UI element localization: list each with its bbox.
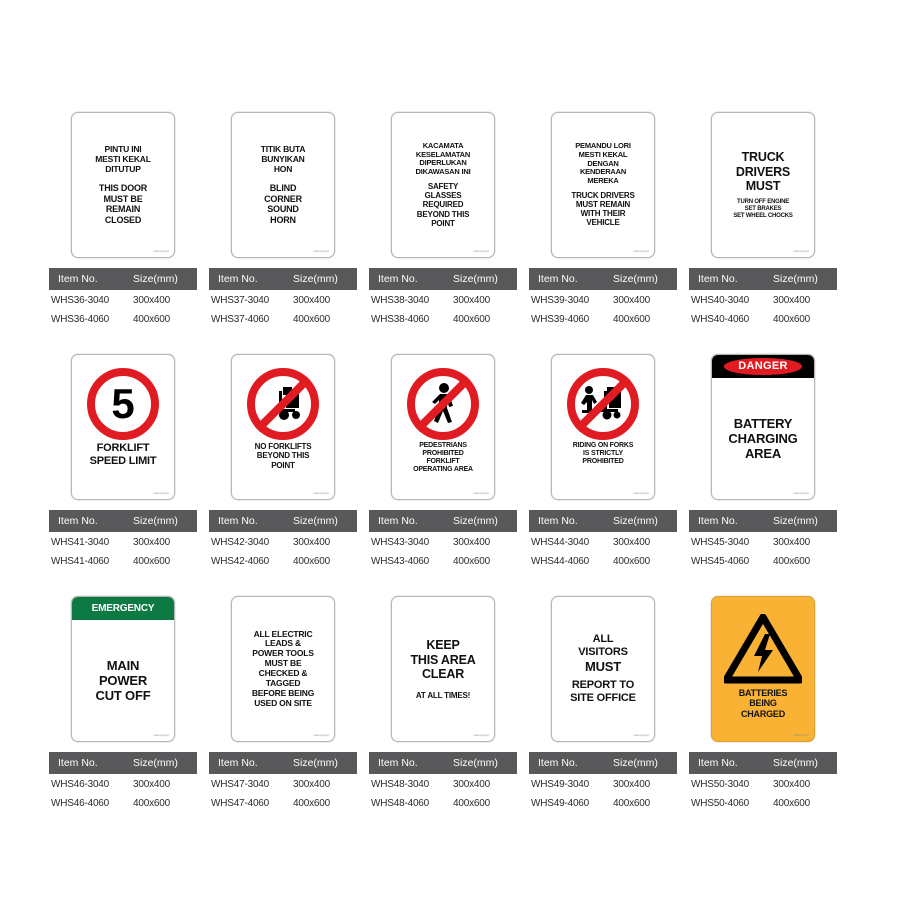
table-row[interactable] [49, 551, 197, 570]
cell-item-no: WHS41-4060 [51, 556, 110, 567]
sign-line: CUT OFF [95, 688, 151, 704]
spec-table [689, 752, 837, 812]
table-row[interactable] [369, 290, 517, 309]
table-header [49, 268, 197, 290]
brand-mark: safetysign [473, 491, 489, 495]
sign-line: BEYOND THIS [416, 209, 470, 219]
sign-line: GLASSES [424, 190, 462, 200]
cell-item-no: WHS42-3040 [211, 537, 270, 548]
sign-line: SITE OFFICE [570, 691, 636, 704]
col-item-no: Item No. [378, 515, 418, 527]
col-size: Size(mm) [773, 757, 818, 769]
col-item-no: Item No. [218, 515, 258, 527]
sign-line: PROHIBITED [582, 458, 624, 466]
sign-line: IS STRICTLY [583, 450, 623, 458]
brand-mark: safetysign [153, 249, 169, 253]
cell-size: 400x600 [453, 314, 490, 325]
table-row[interactable] [49, 290, 197, 309]
cell-size: 300x400 [613, 537, 650, 548]
product-cell-whs43[interactable] [363, 354, 523, 570]
sign-line: POWER [98, 672, 148, 688]
table-row[interactable] [369, 532, 517, 551]
table-row[interactable] [209, 532, 357, 551]
sign-plate-no-riding-on-forks[interactable] [551, 354, 655, 500]
cell-item-no: WHS49-3040 [531, 779, 590, 790]
catalog-row-2 [0, 354, 900, 570]
sign-plate-truck-drivers-remain[interactable] [551, 112, 655, 258]
spec-table [689, 268, 837, 328]
sign-line: NO FORKLIFTS [254, 442, 312, 451]
brand-mark: safetysign [153, 733, 169, 737]
product-cell-whs48[interactable] [363, 596, 523, 812]
sign-line: MUST BE [264, 658, 302, 669]
table-header [49, 510, 197, 532]
brand-mark: safetysign [793, 491, 809, 495]
sign-plate-danger-battery-charging[interactable] [711, 354, 815, 500]
brand-mark: safetysign [793, 733, 809, 737]
brand-mark: safetysign [793, 249, 809, 253]
catalog-row-1 [0, 112, 900, 328]
brand-mark: safetysign [633, 491, 649, 495]
table-row[interactable] [689, 532, 837, 551]
no-riding-forks-prohibition-icon [567, 368, 639, 440]
cell-size: 300x400 [293, 295, 330, 306]
table-row[interactable] [209, 793, 357, 812]
cell-item-no: WHS49-4060 [531, 798, 590, 809]
emergency-banner [72, 597, 174, 620]
table-row[interactable] [49, 532, 197, 551]
sign-plate-electric-leads-tagged[interactable] [231, 596, 335, 742]
cell-item-no: WHS42-4060 [211, 556, 270, 567]
spec-table [689, 510, 837, 570]
product-cell-whs36[interactable] [43, 112, 203, 328]
product-cell-whs37[interactable] [203, 112, 363, 328]
table-row[interactable] [209, 309, 357, 328]
sign-line: BEING [749, 698, 777, 709]
sign-line: KEEP [426, 638, 460, 653]
table-row[interactable] [369, 774, 517, 793]
cell-size: 300x400 [453, 779, 490, 790]
sign-line: CLEAR [421, 667, 465, 682]
cell-size: 300x400 [613, 779, 650, 790]
sign-line: REQUIRED [422, 200, 464, 210]
product-cell-whs49[interactable] [523, 596, 683, 812]
sign-line: MESTI KEKAL [578, 149, 628, 159]
product-cell-whs45[interactable] [683, 354, 843, 570]
cell-item-no: WHS43-3040 [371, 537, 430, 548]
sign-line: CHARGED [740, 708, 786, 719]
sign-line: CHECKED & [258, 668, 308, 678]
sign-line: SET WHEEL CHOCKS [733, 212, 793, 219]
table-header [529, 268, 677, 290]
cell-size: 300x400 [293, 537, 330, 548]
spec-table [209, 510, 357, 570]
sign-plate-forklift-speed-limit[interactable] [71, 354, 175, 500]
sign-line: DITUTUP [105, 163, 141, 174]
sign-line: MUST [584, 658, 622, 674]
sign-line: HON [273, 163, 293, 174]
sign-line: TITIK BUTA [260, 143, 306, 154]
cell-item-no: WHS36-3040 [51, 295, 110, 306]
col-item-no: Item No. [698, 273, 738, 285]
col-item-no: Item No. [378, 757, 418, 769]
emergency-label: EMERGENCY [91, 603, 155, 614]
sign-line: THIS AREA [410, 652, 476, 667]
brand-mark: safetysign [633, 733, 649, 737]
sign-line: REPORT TO [571, 679, 635, 692]
cell-item-no: WHS43-4060 [371, 556, 430, 567]
cell-size: 300x400 [293, 779, 330, 790]
spec-table [209, 268, 357, 328]
table-row[interactable] [529, 532, 677, 551]
product-cell-whs47[interactable] [203, 596, 363, 812]
cell-item-no: WHS37-4060 [211, 314, 270, 325]
product-cell-whs38[interactable] [363, 112, 523, 328]
col-size: Size(mm) [133, 757, 178, 769]
cell-item-no: WHS37-3040 [211, 295, 270, 306]
table-header [529, 510, 677, 532]
col-item-no: Item No. [538, 757, 578, 769]
product-cell-whs39[interactable] [523, 112, 683, 328]
brand-mark: safetysign [313, 249, 329, 253]
table-row[interactable] [369, 309, 517, 328]
sign-line: AREA [744, 445, 782, 461]
sign-plate-keep-area-clear[interactable] [391, 596, 495, 742]
speed-limit-roundel-icon [87, 368, 159, 440]
electric-hazard-triangle-icon [724, 614, 802, 684]
sign-line: BATTERY [733, 415, 793, 431]
sign-line: VISITORS [578, 646, 628, 659]
col-size: Size(mm) [133, 515, 178, 527]
cell-item-no: WHS48-3040 [371, 779, 430, 790]
sign-line: DENGAN [587, 158, 619, 168]
cell-item-no: WHS50-4060 [691, 798, 750, 809]
cell-size: 400x600 [773, 798, 810, 809]
table-header [209, 510, 357, 532]
col-item-no: Item No. [538, 273, 578, 285]
danger-banner [712, 355, 814, 378]
table-header [369, 752, 517, 774]
table-header [529, 752, 677, 774]
col-item-no: Item No. [58, 757, 98, 769]
table-row[interactable] [369, 793, 517, 812]
cell-size: 400x600 [133, 314, 170, 325]
col-size: Size(mm) [453, 515, 498, 527]
sign-line: MESTI KEKAL [95, 153, 151, 164]
cell-size: 400x600 [293, 314, 330, 325]
sign-line: PROHIBITED [422, 450, 464, 458]
product-cell-whs46[interactable] [43, 596, 203, 812]
table-header [689, 268, 837, 290]
table-row[interactable] [529, 774, 677, 793]
cell-size: 300x400 [773, 295, 810, 306]
table-header [369, 510, 517, 532]
col-size: Size(mm) [453, 273, 498, 285]
sign-line: SAFETY [427, 181, 459, 191]
cell-item-no: WHS36-4060 [51, 314, 110, 325]
sign-line: FORKLIFT [96, 442, 150, 454]
table-row[interactable] [689, 774, 837, 793]
spec-table [49, 752, 197, 812]
spec-table [369, 752, 517, 812]
col-size: Size(mm) [773, 273, 818, 285]
cell-size: 400x600 [133, 556, 170, 567]
sign-line: TAGGED [265, 677, 301, 688]
sign-line: SET BRAKES [744, 205, 782, 212]
sign-line: TRUCK DRIVERS [571, 190, 635, 200]
sign-plate-door-closed[interactable] [71, 112, 175, 258]
sign-line: RIDING ON FORKS [572, 442, 634, 449]
spec-table [369, 268, 517, 328]
cell-size: 400x600 [293, 556, 330, 567]
sign-line: SPEED LIMIT [89, 454, 157, 467]
table-row[interactable] [209, 774, 357, 793]
cell-size: 300x400 [613, 295, 650, 306]
cell-size: 400x600 [293, 798, 330, 809]
brand-mark: safetysign [313, 491, 329, 495]
cell-size: 400x600 [133, 798, 170, 809]
sign-line: USED ON SITE [254, 697, 312, 708]
table-row[interactable] [529, 551, 677, 570]
cell-item-no: WHS45-3040 [691, 537, 750, 548]
col-item-no: Item No. [698, 757, 738, 769]
table-header [369, 268, 517, 290]
sign-plate-no-forklifts[interactable] [231, 354, 335, 500]
col-size: Size(mm) [613, 757, 658, 769]
spec-table [529, 268, 677, 328]
table-row[interactable] [49, 309, 197, 328]
cell-size: 400x600 [613, 314, 650, 325]
sign-line: MUST REMAIN [575, 199, 631, 209]
cell-size: 300x400 [133, 779, 170, 790]
spec-table [529, 752, 677, 812]
sign-line: KENDERAAN [579, 167, 627, 177]
sign-plate-blind-corner[interactable] [231, 112, 335, 258]
spec-table [369, 510, 517, 570]
sign-plate-safety-glasses[interactable] [391, 112, 495, 258]
cell-item-no: WHS39-3040 [531, 295, 590, 306]
cell-size: 300x400 [133, 295, 170, 306]
sign-line: DRIVERS [735, 164, 791, 179]
sign-line: POWER TOOLS [252, 648, 314, 659]
cell-size: 400x600 [453, 556, 490, 567]
table-row[interactable] [529, 290, 677, 309]
no-forklift-prohibition-icon [247, 368, 319, 440]
sign-line: LEADS & [265, 638, 301, 649]
table-row[interactable] [689, 551, 837, 570]
sign-line: TURN OFF ENGINE [737, 198, 789, 205]
sign-line: KESELAMATAN [415, 149, 471, 159]
sign-line: BUNYIKAN [261, 153, 305, 164]
sign-line: HORN [270, 214, 296, 225]
sign-line: MEREKA [587, 176, 619, 185]
sign-line: PEDESTRIANS [419, 442, 467, 449]
sign-line: THIS DOOR [98, 183, 148, 194]
sign-line: AT ALL TIMES! [415, 690, 471, 700]
table-row[interactable] [689, 290, 837, 309]
product-cell-whs50[interactable] [683, 596, 843, 812]
sign-line: ALL ELECTRIC [253, 628, 313, 639]
cell-size: 300x400 [133, 537, 170, 548]
spec-table [49, 510, 197, 570]
sign-line: OPERATING AREA [413, 466, 473, 474]
cell-item-no: WHS48-4060 [371, 798, 430, 809]
col-item-no: Item No. [698, 515, 738, 527]
table-row[interactable] [49, 774, 197, 793]
col-size: Size(mm) [613, 273, 658, 285]
col-size: Size(mm) [133, 273, 178, 285]
cell-item-no: WHS47-3040 [211, 779, 270, 790]
col-size: Size(mm) [293, 515, 338, 527]
table-row[interactable] [49, 793, 197, 812]
col-size: Size(mm) [453, 757, 498, 769]
sign-line: POINT [271, 460, 295, 470]
cell-item-no: WHS46-4060 [51, 798, 110, 809]
cell-item-no: WHS46-3040 [51, 779, 110, 790]
table-row[interactable] [689, 309, 837, 328]
table-row[interactable] [529, 793, 677, 812]
table-header [689, 752, 837, 774]
cell-size: 300x400 [773, 537, 810, 548]
brand-mark: safetysign [633, 249, 649, 253]
sign-line: WITH THEIR [580, 209, 626, 219]
sign-line: CHARGING [728, 430, 798, 446]
sign-line: MUST BE [103, 193, 143, 204]
table-header [49, 752, 197, 774]
sign-line: SOUND [267, 204, 299, 215]
product-cell-whs41[interactable] [43, 354, 203, 570]
cell-size: 400x600 [773, 556, 810, 567]
sign-line: BLIND [269, 183, 297, 194]
sign-line: TRUCK [741, 150, 785, 165]
col-size: Size(mm) [613, 515, 658, 527]
cell-item-no: WHS40-4060 [691, 314, 750, 325]
product-cell-whs42[interactable] [203, 354, 363, 570]
sign-line: FORKLIFT [426, 458, 460, 466]
sign-plate-pedestrians-prohibited[interactable] [391, 354, 495, 500]
sign-line: CLOSED [104, 214, 142, 225]
table-row[interactable] [689, 793, 837, 812]
product-cell-whs44[interactable] [523, 354, 683, 570]
cell-item-no: WHS45-4060 [691, 556, 750, 567]
cell-item-no: WHS50-3040 [691, 779, 750, 790]
cell-item-no: WHS44-3040 [531, 537, 590, 548]
catalog-row-3 [0, 596, 900, 812]
cell-item-no: WHS40-3040 [691, 295, 750, 306]
cell-size: 400x600 [773, 314, 810, 325]
no-pedestrian-prohibition-icon [407, 368, 479, 440]
sign-plate-visitors-report-office[interactable] [551, 596, 655, 742]
cell-size: 300x400 [453, 295, 490, 306]
sign-line: VEHICLE [586, 218, 620, 228]
sign-plate-batteries-being-charged[interactable] [711, 596, 815, 742]
col-item-no: Item No. [58, 515, 98, 527]
danger-label: DANGER [724, 358, 801, 375]
cell-size: 300x400 [453, 537, 490, 548]
sign-line: DIKAWASAN INI [415, 167, 471, 177]
sign-line: PINTU INI [104, 143, 142, 154]
cell-item-no: WHS38-4060 [371, 314, 430, 325]
spec-table [209, 752, 357, 812]
table-header [689, 510, 837, 532]
col-size: Size(mm) [293, 757, 338, 769]
cell-item-no: WHS44-4060 [531, 556, 590, 567]
table-header [209, 752, 357, 774]
table-row[interactable] [209, 290, 357, 309]
col-size: Size(mm) [293, 273, 338, 285]
spec-table [529, 510, 677, 570]
sign-line: REMAIN [105, 204, 141, 215]
cell-size: 400x600 [453, 798, 490, 809]
table-row[interactable] [369, 551, 517, 570]
col-size: Size(mm) [773, 515, 818, 527]
speed-limit-value: 5 [111, 380, 135, 427]
col-item-no: Item No. [218, 273, 258, 285]
sign-line: DIPERLUKAN [419, 158, 467, 168]
cell-item-no: WHS41-3040 [51, 537, 110, 548]
sign-line: ALL [592, 633, 614, 646]
cell-size: 300x400 [773, 779, 810, 790]
cell-item-no: WHS39-4060 [531, 314, 590, 325]
col-item-no: Item No. [58, 273, 98, 285]
spec-table [49, 268, 197, 328]
brand-mark: safetysign [313, 733, 329, 737]
col-item-no: Item No. [378, 273, 418, 285]
sign-line: MAIN [106, 657, 140, 673]
table-header [209, 268, 357, 290]
table-row[interactable] [529, 309, 677, 328]
sign-line: BATTERIES [738, 688, 788, 698]
table-row[interactable] [209, 551, 357, 570]
brand-mark: safetysign [473, 733, 489, 737]
brand-mark: safetysign [473, 249, 489, 253]
cell-item-no: WHS47-4060 [211, 798, 270, 809]
sign-line: BEFORE BEING [251, 687, 315, 698]
cell-size: 400x600 [613, 798, 650, 809]
cell-item-no: WHS38-3040 [371, 295, 430, 306]
sign-line: BEYOND THIS [256, 451, 310, 461]
sign-line: PEMANDU LORI [575, 141, 631, 151]
sign-line: CORNER [264, 193, 302, 204]
brand-mark: safetysign [153, 491, 169, 495]
sign-line: POINT [431, 218, 455, 228]
cell-size: 400x600 [613, 556, 650, 567]
product-cell-whs40[interactable] [683, 112, 843, 328]
sign-line: KACAMATA [422, 140, 464, 150]
col-item-no: Item No. [538, 515, 578, 527]
sign-line: MUST [745, 179, 781, 194]
sign-plate-truck-drivers-must[interactable] [711, 112, 815, 258]
col-item-no: Item No. [218, 757, 258, 769]
sign-plate-emergency-main-power[interactable] [71, 596, 175, 742]
